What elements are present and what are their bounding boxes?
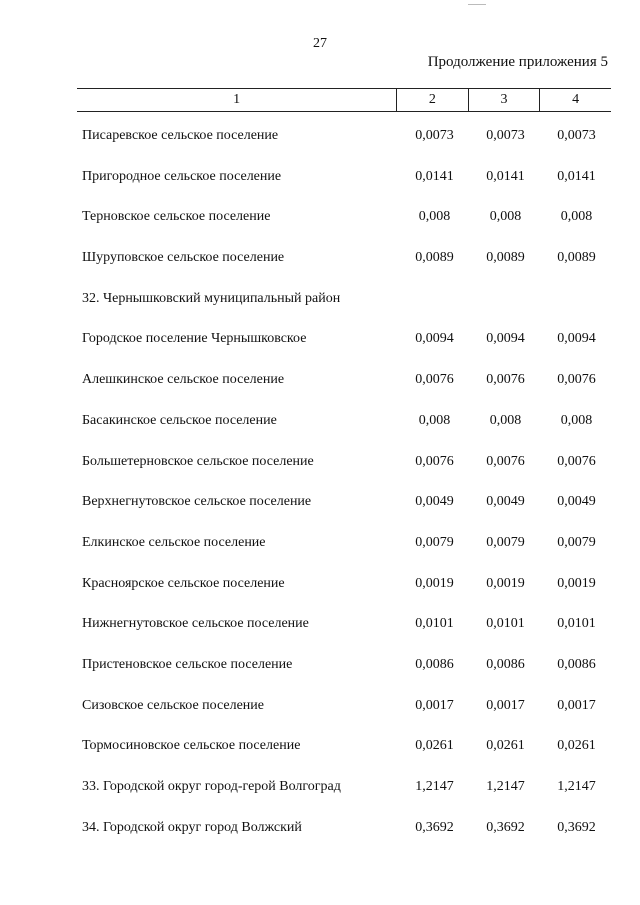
row-value-col-2: 0,0141 (415, 168, 454, 184)
table-row (0, 237, 640, 278)
row-value-col-4: 0,0261 (557, 738, 596, 754)
row-value-col-2: 0,0089 (415, 250, 454, 266)
header-col-2: 2 (397, 89, 469, 112)
row-value-col-4: 0,0019 (557, 575, 596, 591)
table-row (0, 807, 640, 848)
row-value-col-4: 0,0017 (557, 697, 596, 713)
row-value-col-4: 0,0073 (557, 128, 596, 143)
row-value-col-3: 0,0086 (486, 656, 525, 672)
row-value-col-2: 0,0086 (415, 656, 454, 672)
row-value-col-4: 0,0076 (557, 372, 596, 388)
row-name: Пристеновское сельское поселение (82, 656, 293, 672)
row-value-col-3: 0,0094 (486, 331, 525, 347)
row-value-col-2: 0,3692 (415, 819, 454, 835)
row-value-col-3: 0,0079 (486, 534, 525, 550)
table-row (0, 563, 640, 604)
row-value-col-2: 0,0019 (415, 575, 454, 591)
table-row (0, 359, 640, 400)
row-value-col-4: 0,0049 (557, 494, 596, 510)
row-value-col-3: 0,0049 (486, 494, 525, 510)
row-value-col-3: 0,008 (489, 412, 522, 428)
table-row (0, 196, 640, 237)
table-row (0, 441, 640, 482)
row-value-col-2: 0,0049 (415, 494, 454, 510)
row-value-col-2: 0,0101 (415, 616, 454, 632)
table-row (0, 725, 640, 766)
row-name: Сизовское сельское поселение (82, 697, 264, 713)
row-value-col-4: 0,0086 (557, 656, 596, 672)
row-value-col-3: 0,0076 (486, 372, 525, 388)
row-value-col-3: 0,008 (489, 209, 522, 225)
row-value-col-2: 0,0073 (415, 128, 454, 143)
row-value-col-4: 0,008 (560, 412, 593, 428)
table-body (0, 115, 640, 847)
row-name: Верхнегнутовское сельское поселение (82, 494, 312, 510)
row-value-col-4: 0,0076 (557, 453, 596, 469)
row-name: Нижнегнутовское сельское поселение (82, 616, 309, 632)
header-col-4: 4 (540, 89, 611, 112)
row-name: Басакинское сельское поселение (82, 412, 277, 428)
table-header (77, 88, 611, 112)
table-row (0, 481, 640, 522)
row-value-col-4: 0,0089 (557, 250, 596, 266)
table-row (0, 278, 640, 319)
row-value-col-2: 0,0076 (415, 453, 454, 469)
row-value-col-2: 0,0094 (415, 331, 454, 347)
row-name: Шуруповское сельское поселение (82, 250, 285, 266)
row-value-col-4: 0,0101 (557, 616, 596, 632)
row-name: Терновское сельское поселение (82, 209, 271, 225)
row-value-col-3: 0,0017 (486, 697, 525, 713)
row-name: 32. Чернышковский муниципальный район (82, 290, 341, 306)
row-value-col-2: 0,0017 (415, 697, 454, 713)
row-name: Городское поселение Чернышковское (82, 331, 307, 347)
header-col-3: 3 (468, 89, 540, 112)
row-value-col-3: 1,2147 (486, 779, 525, 794)
row-value-col-3: 0,0019 (486, 575, 525, 591)
table-row (0, 156, 640, 197)
scan-mark (468, 0, 486, 5)
row-name: Пригородное сельское поселение (82, 168, 282, 184)
row-value-col-4: 0,0079 (557, 534, 596, 550)
row-value-col-2: 0,008 (418, 209, 451, 225)
row-value-col-3: 0,0076 (486, 453, 525, 469)
row-name: Большетерновское сельское поселение (82, 453, 314, 469)
row-value-col-2: 0,008 (418, 412, 451, 428)
row-name: 33. Городской округ город-герой Волгоград (82, 779, 341, 794)
row-value-col-3: 0,0101 (486, 616, 525, 632)
table-row (0, 644, 640, 685)
header-row (77, 89, 611, 112)
table-row (0, 603, 640, 644)
row-value-col-3: 0,3692 (486, 819, 525, 835)
row-name: Красноярское сельское поселение (82, 575, 285, 591)
row-value-col-3: 0,0141 (486, 168, 525, 184)
table-row (0, 318, 640, 359)
header-col-1: 1 (77, 89, 397, 112)
table-row (0, 400, 640, 441)
row-value-col-2: 0,0076 (415, 372, 454, 388)
row-value-col-3: 0,0261 (486, 738, 525, 754)
table-row (0, 115, 640, 156)
row-value-col-2: 0,0261 (415, 738, 454, 754)
row-value-col-4: 0,0094 (557, 331, 596, 347)
row-name: Писаревское сельское поселение (82, 128, 279, 143)
table-row (0, 522, 640, 563)
row-name: Тормосиновское сельское поселение (82, 738, 301, 754)
table-row (0, 766, 640, 807)
row-name: 34. Городской округ город Волжский (82, 819, 302, 835)
row-value-col-3: 0,0073 (486, 128, 525, 143)
row-name: Елкинское сельское поселение (82, 534, 266, 550)
row-value-col-3: 0,0089 (486, 250, 525, 266)
row-name: Алешкинское сельское поселение (82, 372, 285, 388)
row-value-col-2: 0,0079 (415, 534, 454, 550)
row-value-col-2: 1,2147 (415, 779, 454, 794)
row-value-col-4: 0,008 (560, 209, 593, 225)
continuation-label: Продолжение приложения 5 (427, 54, 608, 70)
row-value-col-4: 0,0141 (557, 168, 596, 184)
page-number: 27 (313, 36, 327, 51)
row-value-col-4: 0,3692 (557, 819, 596, 835)
table-row (0, 685, 640, 726)
row-value-col-4: 1,2147 (557, 779, 596, 794)
